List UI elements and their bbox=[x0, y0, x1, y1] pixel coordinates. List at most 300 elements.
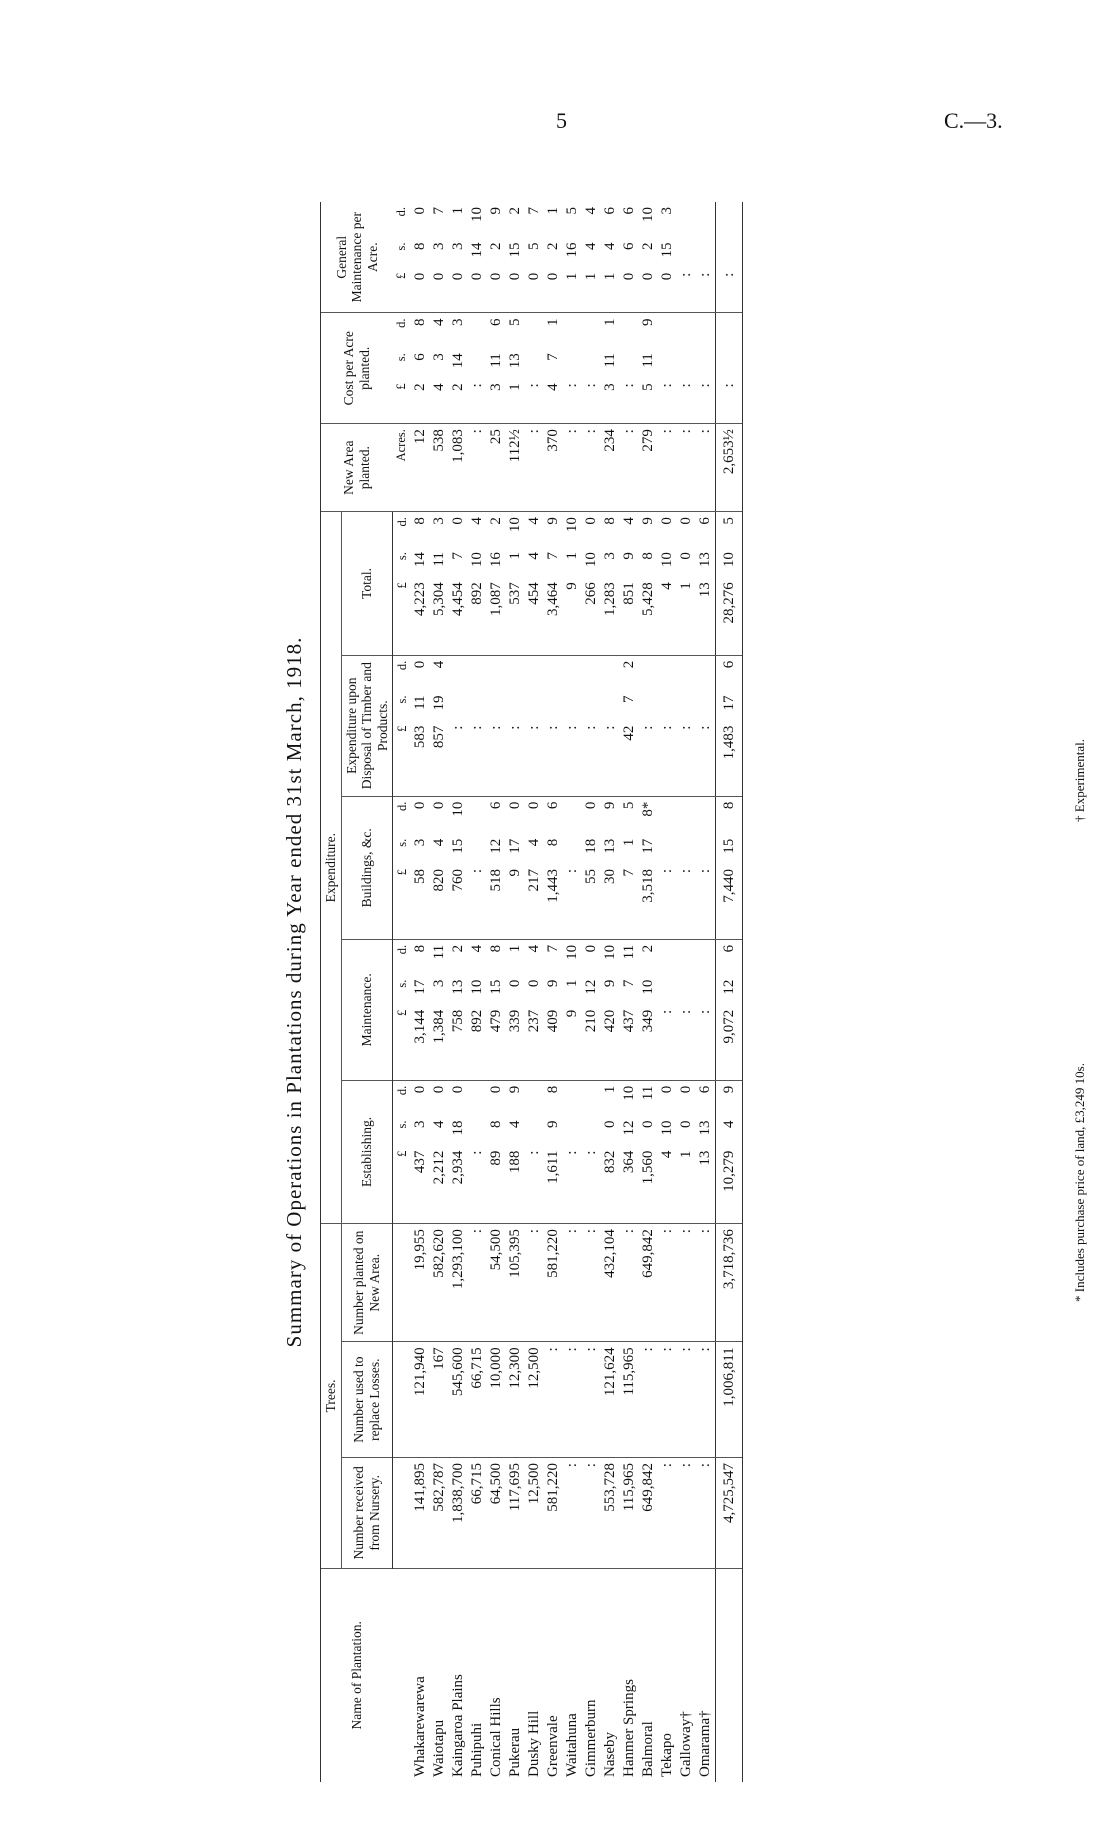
establishing-shillings: 3 bbox=[412, 1120, 429, 1128]
table-row bbox=[639, 202, 658, 1782]
general-maintenance-pounds: 0 bbox=[411, 268, 430, 313]
maintenance-pence: 4 bbox=[526, 944, 543, 953]
disposal-pence bbox=[582, 655, 601, 690]
total-pence: 2 bbox=[488, 517, 505, 525]
establishing-pence: 9 bbox=[716, 1080, 743, 1115]
disposal-shillings bbox=[677, 690, 696, 720]
general-maintenance-pence bbox=[696, 202, 716, 238]
plantation-name: Pukerau bbox=[507, 1727, 524, 1777]
disposal-shillings bbox=[696, 690, 716, 720]
general-maintenance-pence: 10 bbox=[469, 207, 486, 222]
maintenance-pence: 2 bbox=[640, 944, 657, 953]
buildings-pence: 6 bbox=[545, 801, 562, 810]
total-shillings: 1 bbox=[564, 552, 581, 560]
general-maintenance-pounds: 0 bbox=[620, 268, 639, 313]
buildings-shillings: 18 bbox=[583, 838, 600, 854]
total-pence: 10 bbox=[564, 517, 581, 533]
maintenance-pence: 11 bbox=[431, 944, 448, 960]
cost-per-acre-pounds: 4 bbox=[430, 378, 449, 423]
table-row bbox=[696, 202, 716, 1782]
maintenance-shillings bbox=[696, 975, 716, 1005]
cost-per-acre-pounds: 2 bbox=[411, 378, 430, 423]
buildings-pounds: 30 bbox=[601, 864, 620, 939]
trees-replace: : bbox=[563, 1342, 582, 1458]
disposal-pence bbox=[696, 655, 716, 690]
totals-row bbox=[716, 202, 743, 1782]
disposal-shillings bbox=[601, 690, 620, 720]
buildings-shillings: 4 bbox=[431, 838, 448, 847]
buildings-pounds: : bbox=[696, 864, 716, 939]
general-maintenance-pounds: 0 bbox=[506, 268, 525, 313]
header-planted: Number planted on New Area. bbox=[341, 1224, 393, 1342]
unit-acres: Acres. bbox=[393, 424, 412, 512]
maintenance-pence: 10 bbox=[602, 944, 619, 960]
total-pence: 8 bbox=[602, 517, 619, 525]
total-pence: 0 bbox=[678, 517, 695, 525]
unit-shilling: s. bbox=[394, 838, 409, 847]
buildings-shillings bbox=[696, 834, 716, 864]
trees-received: : bbox=[658, 1458, 677, 1569]
cost-per-acre-shillings bbox=[525, 348, 544, 378]
general-maintenance-pounds: 0 bbox=[430, 268, 449, 313]
disposal-pence bbox=[449, 655, 468, 690]
total-pounds: 1,087 bbox=[487, 577, 506, 655]
plantation-name: Kaingaroa Plains bbox=[450, 1674, 467, 1777]
cost-per-acre-shillings: 11 bbox=[640, 353, 657, 368]
buildings-shillings: 8 bbox=[545, 838, 562, 847]
disposal-pounds: : bbox=[525, 721, 544, 796]
establishing-pounds: 2,934 bbox=[449, 1146, 468, 1224]
disposal-pence bbox=[525, 655, 544, 690]
maintenance-shillings: 12 bbox=[716, 975, 743, 1005]
general-maintenance-pence: 6 bbox=[621, 207, 638, 215]
unit-pence: d. bbox=[394, 318, 409, 328]
cost-per-acre-pounds: : bbox=[716, 378, 743, 423]
new-area: 234 bbox=[601, 424, 620, 512]
cost-per-acre-pence bbox=[716, 313, 743, 348]
establishing-pounds: 437 bbox=[411, 1146, 430, 1224]
maintenance-shillings: 0 bbox=[507, 979, 524, 988]
general-maintenance-pence: 7 bbox=[431, 207, 448, 215]
establishing-pounds: 1,611 bbox=[544, 1146, 563, 1224]
trees-received: : bbox=[582, 1458, 601, 1569]
cost-per-acre-shillings: 11 bbox=[488, 353, 505, 368]
total-pence: 6 bbox=[697, 517, 714, 525]
header-disposal: Expenditure upon Disposal of Timber and Products. bbox=[341, 655, 393, 796]
buildings-pounds: 7 bbox=[620, 864, 639, 939]
total-pounds: 537 bbox=[506, 577, 525, 655]
trees-received: : bbox=[677, 1458, 696, 1569]
maintenance-shillings: 10 bbox=[640, 979, 657, 995]
buildings-pounds: 820 bbox=[430, 864, 449, 939]
general-maintenance-pounds: : bbox=[696, 268, 716, 313]
buildings-pence bbox=[468, 796, 487, 834]
establishing-pence: 0 bbox=[412, 1085, 429, 1094]
general-maintenance-pence: 0 bbox=[412, 207, 429, 215]
disposal-shillings bbox=[506, 690, 525, 720]
unit-pence: d. bbox=[394, 1085, 409, 1096]
maintenance-pence bbox=[658, 939, 677, 974]
establishing-pence: 0 bbox=[678, 1085, 695, 1094]
plantation-summary-table bbox=[320, 202, 743, 1782]
disposal-shillings bbox=[639, 690, 658, 720]
trees-received: 581,220 bbox=[544, 1458, 563, 1569]
trees-received: 4,725,547 bbox=[716, 1458, 743, 1569]
trees-planted: : bbox=[563, 1224, 582, 1342]
trees-received: 66,715 bbox=[468, 1458, 487, 1569]
total-pence: 10 bbox=[507, 517, 524, 533]
cost-per-acre-pence bbox=[620, 313, 639, 348]
establishing-shillings: 13 bbox=[697, 1120, 714, 1136]
disposal-pence bbox=[677, 655, 696, 690]
maintenance-pounds: : bbox=[658, 1005, 677, 1080]
general-maintenance-pounds: 0 bbox=[544, 268, 563, 313]
table-row bbox=[411, 202, 430, 1782]
table-title: Summary of Operations in Plantations during Year ended 31st March, 1918. bbox=[282, 636, 306, 1348]
new-area: 112½ bbox=[506, 424, 525, 512]
new-area: : bbox=[677, 424, 696, 512]
maintenance-pounds: 409 bbox=[544, 1005, 563, 1080]
maintenance-shillings: 12 bbox=[583, 979, 600, 995]
totals-label bbox=[716, 1568, 743, 1782]
plantation-name: Balmoral bbox=[640, 1721, 657, 1777]
trees-replace: 12,500 bbox=[525, 1342, 544, 1458]
buildings-pence: 0 bbox=[507, 801, 524, 810]
trees-planted: 3,718,736 bbox=[716, 1224, 743, 1342]
maintenance-pence bbox=[677, 939, 696, 974]
cost-per-acre-shillings bbox=[582, 348, 601, 378]
cost-per-acre-shillings bbox=[563, 348, 582, 378]
general-maintenance-pence: 5 bbox=[564, 207, 581, 215]
table-row bbox=[430, 202, 449, 1782]
trees-planted: 19,955 bbox=[411, 1224, 430, 1342]
general-maintenance-pounds: 0 bbox=[525, 268, 544, 313]
disposal-pence bbox=[658, 655, 677, 690]
header-name: Name of Plantation. bbox=[321, 1568, 393, 1782]
units-row bbox=[393, 202, 412, 1782]
new-area: : bbox=[696, 424, 716, 512]
buildings-pounds: : bbox=[468, 864, 487, 939]
disposal-pence: 6 bbox=[716, 655, 743, 690]
total-shillings: 9 bbox=[621, 552, 638, 560]
disposal-pounds: 1,483 bbox=[716, 721, 743, 796]
trees-planted: 1,293,100 bbox=[449, 1224, 468, 1342]
total-shillings: 7 bbox=[545, 552, 562, 560]
buildings-pence: 0 bbox=[583, 801, 600, 810]
buildings-shillings: 15 bbox=[716, 834, 743, 864]
total-shillings: 11 bbox=[431, 552, 448, 567]
general-maintenance-pounds: 0 bbox=[487, 268, 506, 313]
total-pence: 8 bbox=[412, 517, 429, 525]
total-pounds: 5,428 bbox=[639, 577, 658, 655]
new-area: : bbox=[525, 424, 544, 512]
establishing-pounds: 1 bbox=[677, 1146, 696, 1224]
trees-planted: : bbox=[468, 1224, 487, 1342]
cost-per-acre-pence: 9 bbox=[640, 318, 657, 326]
establishing-pounds: : bbox=[582, 1146, 601, 1224]
trees-replace: : bbox=[582, 1342, 601, 1458]
total-pence: 4 bbox=[526, 517, 543, 525]
disposal-pence bbox=[468, 655, 487, 690]
new-area: : bbox=[582, 424, 601, 512]
buildings-shillings bbox=[677, 834, 696, 864]
page-number: 5 bbox=[556, 108, 567, 133]
cost-per-acre-pence bbox=[696, 313, 716, 348]
cost-per-acre-pence: 8 bbox=[412, 318, 429, 326]
buildings-pounds: : bbox=[658, 864, 677, 939]
cost-per-acre-pence: 3 bbox=[450, 318, 467, 326]
maintenance-shillings: 15 bbox=[488, 979, 505, 995]
total-shillings: 3 bbox=[602, 552, 619, 560]
disposal-pounds: : bbox=[506, 721, 525, 796]
total-pence: 9 bbox=[640, 517, 657, 525]
trees-replace: : bbox=[677, 1342, 696, 1458]
general-maintenance-pounds: 1 bbox=[582, 268, 601, 313]
total-shillings: 13 bbox=[697, 552, 714, 568]
unit-shilling: s. bbox=[394, 353, 409, 362]
plantation-name: Whakarewarewa bbox=[412, 1676, 429, 1777]
cost-per-acre-shillings: 11 bbox=[602, 353, 619, 368]
total-pence: 4 bbox=[469, 517, 486, 525]
table-row bbox=[620, 202, 639, 1782]
total-pence: 0 bbox=[659, 517, 676, 525]
establishing-pounds: 10,279 bbox=[716, 1146, 743, 1224]
total-pence: 4 bbox=[621, 517, 638, 525]
disposal-pence bbox=[601, 655, 620, 690]
buildings-pence: 0 bbox=[412, 801, 429, 810]
establishing-pounds: : bbox=[563, 1146, 582, 1224]
disposal-pounds: : bbox=[468, 721, 487, 796]
new-area: 25 bbox=[487, 424, 506, 512]
unit-pence: d. bbox=[394, 207, 409, 217]
disposal-pounds: : bbox=[449, 721, 468, 796]
general-maintenance-pence bbox=[716, 202, 743, 238]
header-received: Number received from Nursery. bbox=[341, 1458, 393, 1569]
total-pence: 3 bbox=[431, 517, 448, 525]
new-area: 12 bbox=[411, 424, 430, 512]
cost-per-acre-pounds: : bbox=[582, 378, 601, 423]
unit-pound: £ bbox=[393, 721, 412, 796]
buildings-shillings: 15 bbox=[450, 838, 467, 854]
maintenance-pence: 8 bbox=[488, 944, 505, 953]
establishing-pence bbox=[582, 1080, 601, 1115]
total-shillings: 1 bbox=[507, 552, 524, 560]
plantation-name: Naseby bbox=[602, 1732, 619, 1777]
establishing-pence: 1 bbox=[602, 1085, 619, 1094]
establishing-pounds: 364 bbox=[620, 1146, 639, 1224]
trees-replace: : bbox=[658, 1342, 677, 1458]
document-code: C.—3. bbox=[944, 108, 1003, 133]
general-maintenance-pence: 6 bbox=[602, 207, 619, 215]
plantation-name: Omarama† bbox=[697, 1710, 714, 1777]
header-establishing: Establishing. bbox=[341, 1080, 393, 1223]
cost-per-acre-pence bbox=[677, 313, 696, 348]
buildings-pounds: 3,518 bbox=[639, 864, 658, 939]
buildings-shillings: 4 bbox=[526, 838, 543, 847]
disposal-shillings bbox=[487, 690, 506, 720]
header-total: Total. bbox=[341, 512, 393, 656]
header-general-maintenance: General Maintenance per Acre. bbox=[321, 202, 393, 313]
trees-received: 582,787 bbox=[430, 1458, 449, 1569]
maintenance-shillings: 17 bbox=[412, 979, 429, 995]
establishing-pounds: 89 bbox=[487, 1146, 506, 1224]
cost-per-acre-pounds: : bbox=[468, 378, 487, 423]
buildings-shillings bbox=[658, 834, 677, 864]
rotated-page bbox=[280, 162, 1114, 1822]
buildings-pounds: 518 bbox=[487, 864, 506, 939]
unit-pence: d. bbox=[394, 944, 409, 955]
maintenance-shillings bbox=[658, 975, 677, 1005]
buildings-shillings: 12 bbox=[488, 838, 505, 854]
establishing-pence: 8 bbox=[545, 1085, 562, 1094]
total-shillings: 14 bbox=[412, 552, 429, 568]
trees-planted: : bbox=[677, 1224, 696, 1342]
maintenance-pence: 0 bbox=[583, 944, 600, 953]
unit-pence: d. bbox=[394, 660, 409, 671]
buildings-pounds: 58 bbox=[411, 864, 430, 939]
maintenance-pounds: : bbox=[677, 1005, 696, 1080]
buildings-pence bbox=[563, 796, 582, 834]
cost-per-acre-shillings bbox=[620, 348, 639, 378]
trees-replace: 1,006,811 bbox=[716, 1342, 743, 1458]
maintenance-pounds: 349 bbox=[639, 1005, 658, 1080]
cost-per-acre-shillings: 14 bbox=[450, 353, 467, 369]
header-trees: Trees. bbox=[321, 1224, 342, 1569]
establishing-pence: 6 bbox=[697, 1085, 714, 1094]
buildings-shillings: 1 bbox=[621, 838, 638, 847]
unit-pound: £ bbox=[393, 1005, 412, 1080]
total-pounds: 1 bbox=[677, 577, 696, 655]
cost-per-acre-pence: 4 bbox=[431, 318, 448, 326]
cost-per-acre-pounds: 2 bbox=[449, 378, 468, 423]
establishing-shillings bbox=[582, 1115, 601, 1145]
disposal-pence: 2 bbox=[621, 660, 638, 669]
establishing-shillings: 4 bbox=[716, 1115, 743, 1145]
general-maintenance-shillings: 3 bbox=[450, 242, 467, 251]
general-maintenance-shillings: 6 bbox=[621, 242, 638, 251]
table-row bbox=[506, 202, 525, 1782]
maintenance-pounds: 237 bbox=[525, 1005, 544, 1080]
unit-pound: £ bbox=[393, 378, 412, 423]
unit-shilling: s. bbox=[394, 1120, 409, 1129]
general-maintenance-shillings: 3 bbox=[431, 242, 448, 251]
new-area: 279 bbox=[639, 424, 658, 512]
buildings-shillings: 17 bbox=[640, 838, 657, 854]
general-maintenance-shillings bbox=[716, 238, 743, 268]
total-pounds: 4,223 bbox=[411, 577, 430, 655]
total-shillings: 10 bbox=[659, 552, 676, 568]
buildings-pounds: : bbox=[677, 864, 696, 939]
buildings-pounds: 760 bbox=[449, 864, 468, 939]
establishing-pence: 0 bbox=[659, 1085, 676, 1094]
buildings-pounds: 7,440 bbox=[716, 864, 743, 939]
establishing-pence: 0 bbox=[431, 1085, 448, 1094]
plantation-name: Waiotapu bbox=[431, 1719, 448, 1777]
plantation-name: Dusky Hill bbox=[526, 1710, 543, 1777]
trees-planted: : bbox=[696, 1224, 716, 1342]
general-maintenance-shillings: 14 bbox=[469, 242, 486, 258]
general-maintenance-pence: 1 bbox=[545, 207, 562, 215]
table-row bbox=[525, 202, 544, 1782]
disposal-pence bbox=[506, 655, 525, 690]
trees-planted: 432,104 bbox=[601, 1224, 620, 1342]
unit-pound: £ bbox=[393, 577, 412, 655]
disposal-pounds: : bbox=[563, 721, 582, 796]
cost-per-acre-pounds: 4 bbox=[544, 378, 563, 423]
disposal-shillings bbox=[658, 690, 677, 720]
cost-per-acre-pence bbox=[563, 313, 582, 348]
general-maintenance-shillings: 15 bbox=[507, 242, 524, 258]
general-maintenance-pence: 3 bbox=[659, 207, 676, 215]
establishing-pence: 11 bbox=[640, 1085, 657, 1101]
buildings-pence: 0 bbox=[431, 801, 448, 810]
total-pounds: 3,464 bbox=[544, 577, 563, 655]
establishing-shillings: 9 bbox=[545, 1120, 562, 1128]
total-pounds: 851 bbox=[620, 577, 639, 655]
maintenance-pence bbox=[696, 939, 716, 974]
disposal-shillings: 17 bbox=[716, 690, 743, 720]
establishing-pence: 9 bbox=[507, 1085, 524, 1094]
general-maintenance-shillings: 16 bbox=[564, 242, 581, 258]
total-pounds: 4 bbox=[658, 577, 677, 655]
maintenance-pounds: 210 bbox=[582, 1005, 601, 1080]
total-pence: 0 bbox=[583, 517, 600, 525]
cost-per-acre-pounds: : bbox=[563, 378, 582, 423]
footnote-experimental: † Experimental. bbox=[1072, 738, 1087, 822]
header-replace: Number used to replace Losses. bbox=[341, 1342, 393, 1458]
buildings-pounds: 55 bbox=[582, 864, 601, 939]
maintenance-pence: 6 bbox=[716, 939, 743, 974]
trees-received: : bbox=[563, 1458, 582, 1569]
buildings-pounds: 9 bbox=[506, 864, 525, 939]
unit-pound: £ bbox=[393, 1146, 412, 1224]
total-shillings: 16 bbox=[488, 552, 505, 568]
establishing-pence: 0 bbox=[450, 1085, 467, 1094]
total-pence: 9 bbox=[545, 517, 562, 525]
trees-planted: : bbox=[582, 1224, 601, 1342]
establishing-pounds: : bbox=[525, 1146, 544, 1224]
buildings-pence: 9 bbox=[602, 801, 619, 810]
establishing-shillings bbox=[563, 1115, 582, 1145]
maintenance-pence: 10 bbox=[564, 944, 581, 960]
disposal-pence bbox=[639, 655, 658, 690]
general-maintenance-shillings: 4 bbox=[583, 242, 600, 251]
trees-replace: : bbox=[544, 1342, 563, 1458]
maintenance-shillings: 0 bbox=[526, 979, 543, 988]
establishing-shillings: 0 bbox=[602, 1120, 619, 1128]
maintenance-shillings: 9 bbox=[545, 979, 562, 988]
disposal-pounds: 583 bbox=[411, 721, 430, 796]
establishing-pence: 0 bbox=[488, 1085, 505, 1094]
buildings-pence: 5 bbox=[621, 801, 638, 810]
general-maintenance-pounds: 1 bbox=[601, 268, 620, 313]
establishing-pence bbox=[563, 1080, 582, 1115]
general-maintenance-shillings: 4 bbox=[602, 242, 619, 251]
general-maintenance-shillings: 8 bbox=[412, 242, 429, 251]
general-maintenance-pence: 9 bbox=[488, 207, 505, 215]
cost-per-acre-shillings: 13 bbox=[507, 353, 524, 369]
cost-per-acre-pounds: 3 bbox=[487, 378, 506, 423]
footnote-land: * Includes purchase price of land, £3,249 10s. bbox=[1072, 1063, 1087, 1302]
cost-per-acre-pounds: 3 bbox=[601, 378, 620, 423]
cost-per-acre-pounds: 5 bbox=[639, 378, 658, 423]
establishing-pounds: 832 bbox=[601, 1146, 620, 1224]
buildings-pence: 10 bbox=[450, 801, 467, 817]
maintenance-pounds: 9,072 bbox=[716, 1005, 743, 1080]
trees-planted: : bbox=[525, 1224, 544, 1342]
disposal-pence: 0 bbox=[412, 660, 429, 669]
general-maintenance-shillings: 15 bbox=[659, 242, 676, 258]
